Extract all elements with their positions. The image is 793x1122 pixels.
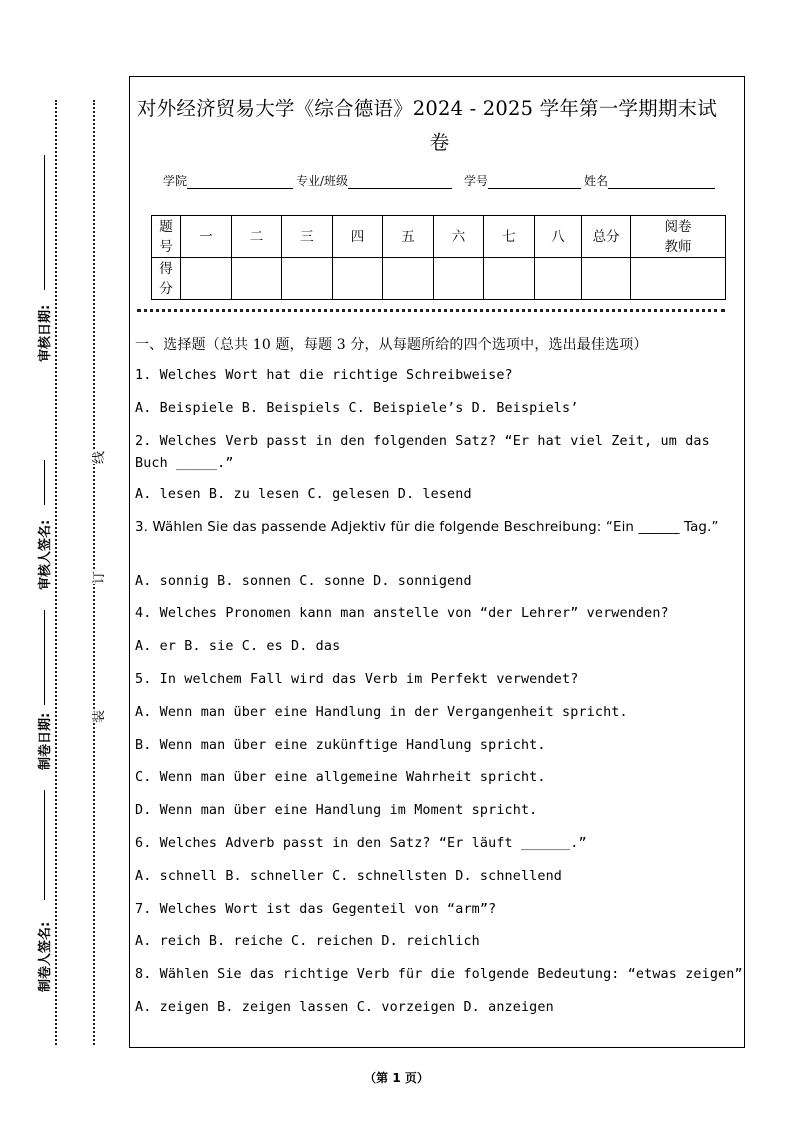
col-8: 八 bbox=[535, 216, 582, 258]
question-6: 6. Welches Adverb passt in den Satz? “Er läuft ______.” bbox=[135, 836, 587, 851]
maker-sign-line bbox=[44, 790, 45, 900]
question-8: 8. Wählen Sie das richtige Verb für die folgende Bedeutung: “etwas zeigen” bbox=[135, 967, 743, 982]
field-student-id bbox=[464, 172, 581, 189]
col-reviewer: 阅卷教师 bbox=[631, 216, 726, 258]
options-2: A. lesen B. zu lesen C. gelesen D. lesend bbox=[135, 487, 472, 502]
score-table bbox=[151, 215, 726, 300]
score-cell[interactable] bbox=[535, 258, 582, 300]
reviewer-sign-line bbox=[44, 460, 45, 505]
options-3: A. sonnig B. sonnen C. sonne D. sonnigend bbox=[135, 574, 472, 589]
name-label: 姓名 bbox=[584, 174, 609, 188]
question-2: 2. Welches Verb passt in den folgenden Satz? “Er hat viel Zeit, um das Buch _____.” bbox=[135, 434, 710, 471]
major-class-blank[interactable] bbox=[348, 174, 452, 189]
score-cell[interactable] bbox=[434, 258, 484, 300]
score-cell[interactable] bbox=[383, 258, 434, 300]
question-3: 3. Wählen Sie das passende Adjektiv für die folgende Beschreibung: “Ein ______ Tag.” bbox=[135, 520, 719, 535]
question-5: 5. In welchem Fall wird das Verb im Perfekt verwendet? bbox=[135, 672, 579, 687]
col-6: 六 bbox=[434, 216, 484, 258]
maker-date-label: 制卷日期: bbox=[38, 712, 53, 770]
options-7: A. reich B. reiche C. reichen D. reichlich bbox=[135, 934, 480, 949]
options-5-c: C. Wenn man über eine allgemeine Wahrheit spricht. bbox=[135, 770, 546, 785]
row-label-tihao: 题号 bbox=[152, 216, 181, 258]
field-college bbox=[163, 172, 293, 189]
binding-mark-zhuang: 装 bbox=[86, 710, 109, 723]
maker-sign-label: 制卷人签名: bbox=[38, 921, 53, 992]
student-id-label: 学号 bbox=[464, 174, 489, 188]
college-label: 学院 bbox=[163, 174, 188, 188]
options-6: A. schnell B. schneller C. schnellsten D. schnellend bbox=[135, 869, 563, 884]
col-4: 四 bbox=[333, 216, 383, 258]
name-blank[interactable] bbox=[608, 174, 715, 189]
binding-mark-xian: 线 bbox=[86, 451, 109, 464]
exam-title: 对外经济贸易大学《综合德语》2024 - 2025 学年第一学期期末试 bbox=[137, 97, 717, 120]
score-cell[interactable] bbox=[232, 258, 282, 300]
col-3: 三 bbox=[282, 216, 333, 258]
options-5-a: A. Wenn man über eine Handlung in der Vergangenheit spricht. bbox=[135, 705, 628, 720]
col-2: 二 bbox=[232, 216, 282, 258]
score-cell-reviewer[interactable] bbox=[631, 258, 726, 300]
score-cell[interactable] bbox=[181, 258, 232, 300]
col-total: 总分 bbox=[582, 216, 631, 258]
major-class-label: 专业/班级 bbox=[296, 174, 349, 188]
score-cell[interactable] bbox=[484, 258, 535, 300]
section-separator bbox=[137, 309, 725, 312]
col-7: 七 bbox=[484, 216, 535, 258]
binding-mark-ding: 订 bbox=[86, 571, 109, 584]
col-1: 一 bbox=[181, 216, 232, 258]
field-major-class bbox=[296, 172, 452, 189]
question-1: 1. Welches Wort hat die richtige Schreibweise? bbox=[135, 368, 513, 383]
field-name bbox=[584, 172, 715, 189]
score-table-header-row bbox=[152, 216, 726, 258]
dotted-line-outer bbox=[55, 100, 57, 1045]
options-5-b: B. Wenn man über eine zukünftige Handlung spricht. bbox=[135, 738, 546, 753]
question-4: 4. Welches Pronomen kann man anstelle von “der Lehrer” verwenden? bbox=[135, 606, 669, 621]
student-id-blank[interactable] bbox=[488, 174, 581, 189]
maker-date-line bbox=[44, 610, 45, 705]
reviewer-sign-label: 审核人签名: bbox=[38, 519, 53, 590]
section-heading: 一、选择题（总共 10 题，每题 3 分，从每题所给的四个选项中，选出最佳选项） bbox=[135, 337, 648, 353]
options-8: A. zeigen B. zeigen lassen C. vorzeigen D. anzeigen bbox=[135, 1000, 554, 1015]
row-label-defen: 得分 bbox=[152, 258, 181, 300]
options-1: A. Beispiele B. Beispiels C. Beispiele’s D. Beispiels’ bbox=[135, 401, 579, 416]
reviewer-date-line bbox=[44, 155, 45, 290]
exam-title-cont: 卷 bbox=[429, 131, 450, 154]
question-7: 7. Welches Wort ist das Gegenteil von “arm”? bbox=[135, 902, 497, 917]
binding-margin bbox=[0, 0, 128, 1122]
options-4: A. er B. sie C. es D. das bbox=[135, 639, 341, 654]
options-5-d: D. Wenn man über eine Handlung im Moment spricht. bbox=[135, 803, 538, 818]
score-table-score-row bbox=[152, 258, 726, 300]
college-blank[interactable] bbox=[187, 174, 293, 189]
score-cell[interactable] bbox=[333, 258, 383, 300]
page-number: （第 1 页） bbox=[364, 1071, 429, 1085]
score-cell[interactable] bbox=[282, 258, 333, 300]
col-5: 五 bbox=[383, 216, 434, 258]
score-cell-total[interactable] bbox=[582, 258, 631, 300]
reviewer-date-label: 审核日期: bbox=[38, 304, 53, 362]
